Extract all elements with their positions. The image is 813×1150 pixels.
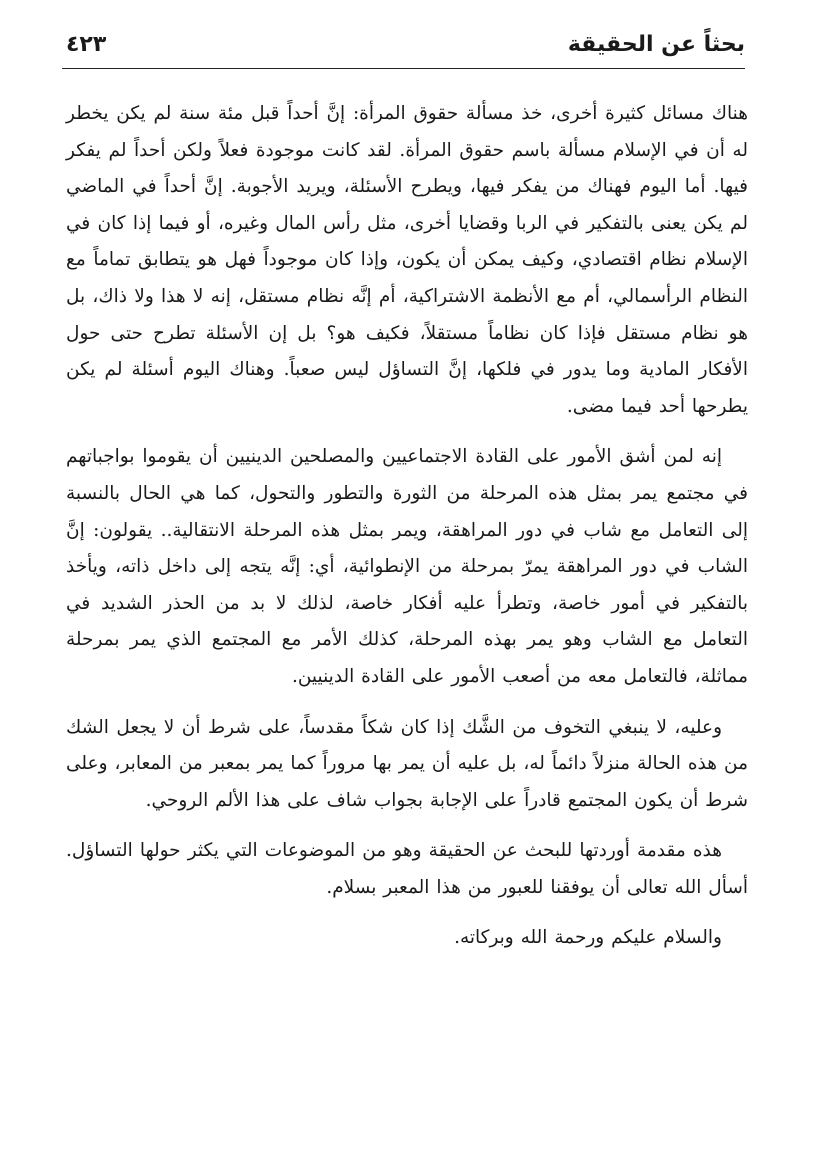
page-number: ٤٢٣ bbox=[66, 32, 107, 57]
running-title: بحثاً عن الحقيقة bbox=[567, 32, 745, 57]
body-text bbox=[66, 96, 748, 971]
paragraph-leaders-duties: إنه لمن أشق الأمور على القادة الاجتماعيين والمصلحين الدينيين أن يقوموا بواجباتهم في مجتمع يمر بمثل هذه المرحلة من الثورة والتطور والتحول، كما هي الحال بالنسبة إلى التعامل مع شاب في دور المراهقة، ويمر بمثل هذه المرحلة الانتقالية.. يقولون: إنَّ الشاب في دور المراهقة يمرّ بمرحلة من الإنطوائية، أي: إنَّه يتجه إلى داخل ذاته، ويأخذ بالتفكير في أمور خاصة، وتطرأ عليه أفكار خاصة، لذلك لا بد من الحذر الشديد في التعامل مع الشاب وهو يمر بهذه المرحلة، كذلك الأمر مع المجتمع الذي يمر بمرحلة مماثلة، فالتعامل معه من أصعب الأمور على القادة الدينيين. bbox=[66, 446, 748, 687]
page-header bbox=[62, 28, 745, 69]
paragraph-women-rights: هناك مسائل كثيرة أخرى، خذ مسألة حقوق المرأة: إنَّ أحداً قبل مئة سنة لم يكن يخطر له أن في الإسلام مسألة باسم حقوق المرأة. لقد كانت موجودة فعلاً ولكن أحداً لم يفكر فيها. أما اليوم فهناك من يفكر فيها، ويطرح الأسئلة، ويريد الأجوبة. إنَّ أحداً في الماضي لم يكن يعنى بالتفكير في الربا وقضايا أخرى، مثل رأس المال وغيره، أو فيما إذا كان في الإسلام نظام اقتصادي، وكيف يمكن أن يكون، وإذا كان موجوداً فهل هو يتطابق تماماً مع النظام الرأسمالي، أم مع الأنظمة الاشتراكية، أم إنَّه نظام مستقل، إنه لا هذا ولا ذاك، بل هو نظام مستقل فإذا كان نظاماً مستقلاً، فكيف هو؟ بل إن الأسئلة تطرح حتى حول الأفكار المادية وما يدور في فلكها، إنَّ التساؤل ليس صعباً. وهناك اليوم أسئلة لم يكن يطرحها أحد فيما مضى. bbox=[66, 103, 748, 417]
paragraph-sacred-doubt: وعليه، لا ينبغي التخوف من الشَّك إذا كان شكاً مقدساً، على شرط أن لا يجعل الشك من هذه الحالة منزلاً دائماً له، بل عليه أن يمر بها مروراً كما يمر بمعبر من المعابر، وعلى شرط أن يكون المجتمع قادراً على الإجابة بجواب شاف على هذا الألم الروحي. bbox=[66, 716, 748, 811]
paragraph-introduction: هذه مقدمة أوردتها للبحث عن الحقيقة وهو من الموضوعات التي يكثر حولها التساؤل. أسأل الله تعالى أن يوفقنا للعبور من هذا المعبر بسلام. bbox=[66, 840, 748, 898]
paragraph-closing-greeting: والسلام عليكم ورحمة الله وبركاته. bbox=[454, 927, 722, 949]
